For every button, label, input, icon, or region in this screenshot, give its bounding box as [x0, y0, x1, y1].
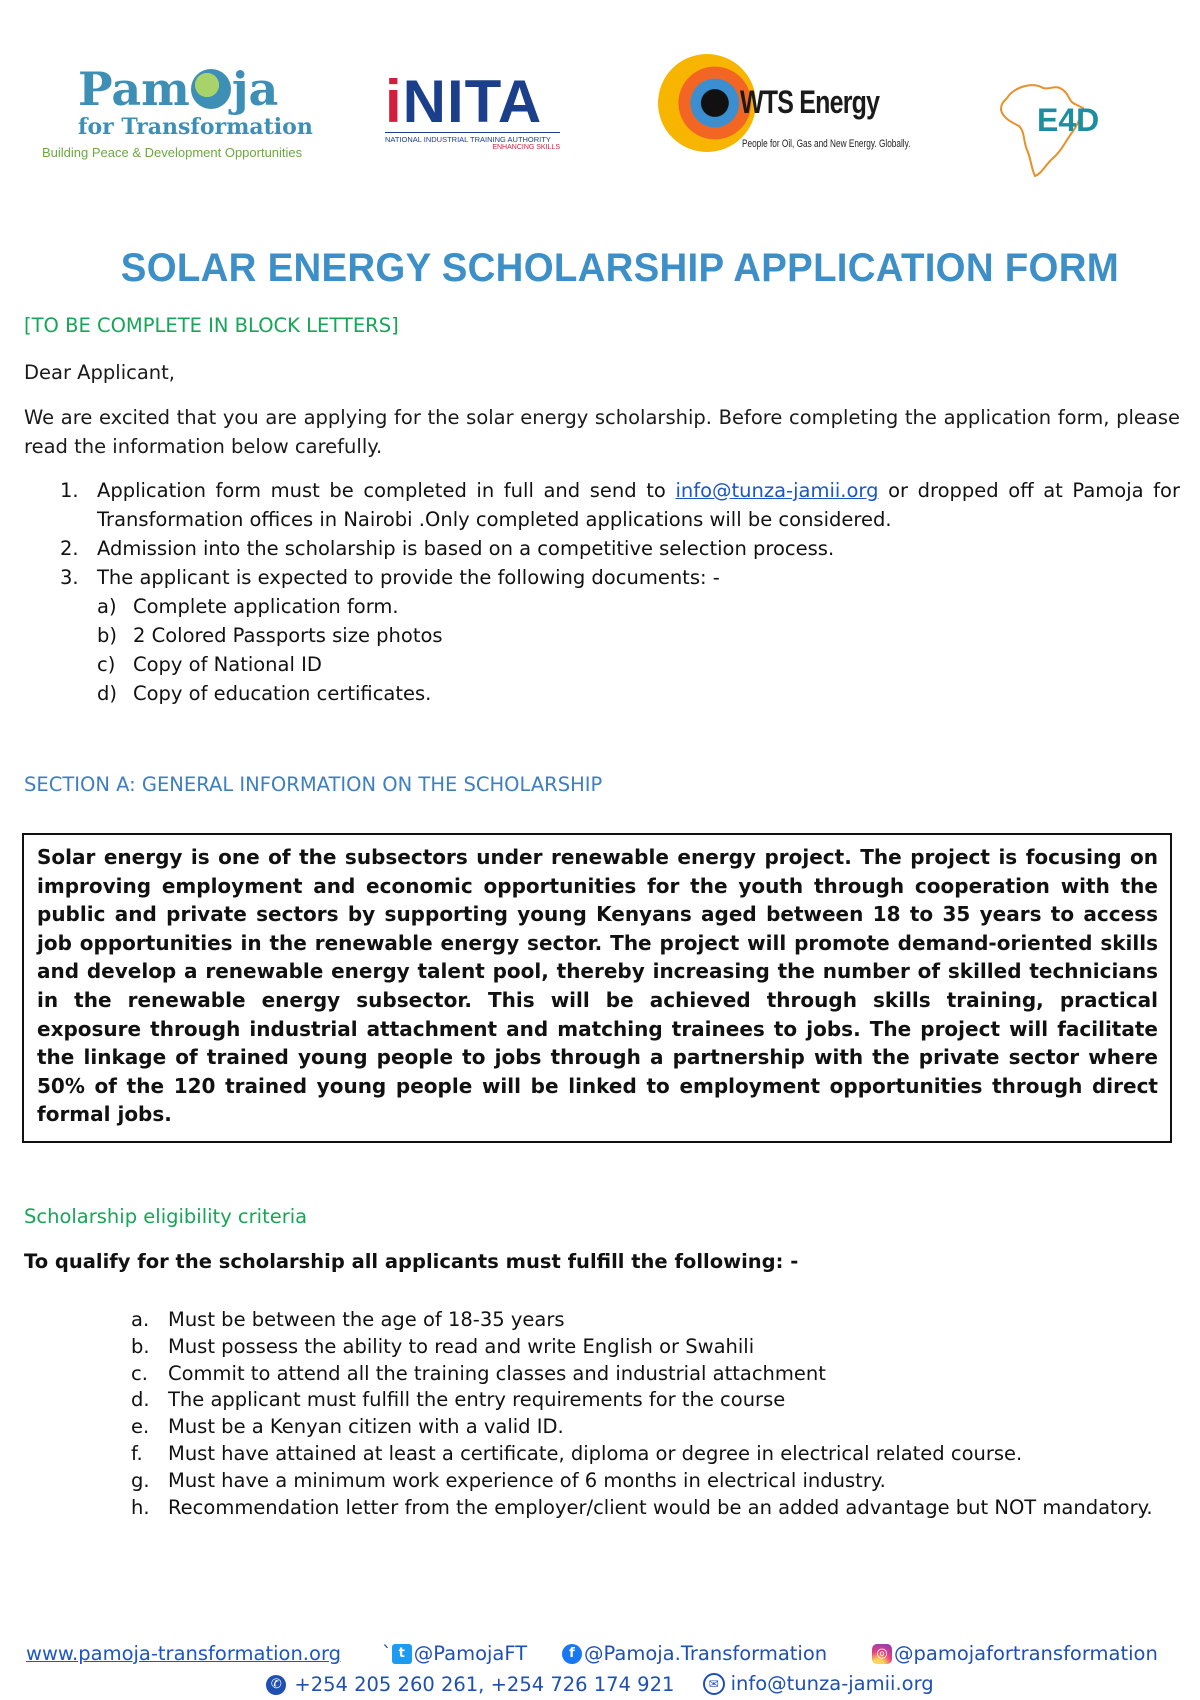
document-item: b) 2 Colored Passports size photos: [97, 624, 443, 647]
criteria-item: f. Must have attained at least a certificate, diploma or degree in electrical related course.: [131, 1441, 1023, 1465]
guideline-number: 2.: [60, 537, 79, 560]
phone-numbers: +254 205 260 261, +254 726 174 921: [294, 1673, 675, 1696]
twitter-icon: t: [392, 1644, 412, 1664]
document-item: a) Complete application form.: [97, 595, 399, 618]
criteria-item: e. Must be a Kenyan citizen with a valid ID.: [131, 1415, 564, 1439]
eligibility-criteria-list: [131, 1307, 1191, 1521]
pamoja-leaf-icon: [191, 69, 231, 109]
criteria-item: a. Must be between the age of 18-35 years: [131, 1308, 565, 1331]
guideline-item-3: 3. The applicant is expected to provide the following documents: - a) Complete application form. b) 2 Colored Passports size photos c) Copy of National ID d) Copy of education certificates.: [24, 563, 1180, 708]
instagram-handle[interactable]: @pamojafortransformation: [894, 1642, 1158, 1665]
wts-energy-logo: [658, 54, 911, 154]
nita-logo-subtitle: NATIONAL INDUSTRIAL TRAINING AUTHORITY: [385, 132, 560, 144]
wts-logo-tagline: People for Oil, Gas and New Energy. Globally.: [742, 138, 911, 150]
footer-email[interactable]: info@tunza-jamii.org: [730, 1672, 934, 1695]
document-item: d) Copy of education certificates.: [97, 682, 432, 705]
pamoja-logo-slogan: Building Peace & Development Opportunities: [42, 145, 303, 160]
page-title: SOLAR ENERGY SCHOLARSHIP APPLICATION FORM: [120, 246, 1120, 290]
footer-social-row: [26, 1642, 1186, 1670]
criteria-item: b. Must possess the ability to read and write English or Swahili: [131, 1334, 755, 1358]
footer-contact-row: [0, 1672, 1200, 1700]
guideline-number: 3.: [60, 566, 79, 589]
guideline-number: 1.: [60, 479, 79, 502]
email-link[interactable]: info@tunza-jamii.org: [675, 479, 879, 502]
nita-logo-motto: ENHANCING SKILLS: [492, 144, 560, 151]
facebook-handle[interactable]: @Pamoja.Transformation: [584, 1642, 828, 1665]
scholarship-info-box: [22, 833, 1172, 1143]
documents-list: [97, 592, 1180, 708]
website-link[interactable]: www.pamoja-transformation.org: [26, 1642, 341, 1665]
pamoja-logo-text-1: Pam: [78, 62, 190, 116]
criteria-item: c. Commit to attend all the training classes and industrial attachment: [131, 1361, 826, 1385]
document-item: c) Copy of National ID: [97, 653, 322, 676]
greeting: Dear Applicant,: [24, 361, 175, 384]
pamoja-logo: [42, 64, 342, 162]
e4d-logo-name: E4D: [1037, 102, 1100, 138]
criteria-item: d. The applicant must fulfill the entry requirements for the course: [131, 1388, 786, 1412]
facebook-icon: f: [562, 1644, 582, 1664]
instagram-icon: ◎: [872, 1644, 892, 1664]
criteria-item: g. Must have a minimum work experience of 6 months in electrical industry.: [131, 1468, 886, 1492]
nita-logo: [385, 68, 595, 182]
e4d-logo: [985, 68, 1115, 178]
twitter-handle[interactable]: @PamojaFT: [413, 1642, 528, 1665]
logo-row: [0, 50, 1200, 190]
pamoja-logo-text-2: ja: [231, 62, 279, 116]
pamoja-logo-tagline: for Transformation: [78, 114, 313, 140]
footer-backtick: `: [382, 1642, 392, 1665]
guideline-item-1: 1. Application form must be completed in full and send to info@tunza-jamii.org or dropped off at Pamoja for Transformation offices in Nairobi .Only completed applications will be considered.: [24, 476, 1180, 534]
criteria-item: h. Recommendation letter from the employer/client would be an added advantage but NOT mandatory.: [131, 1495, 1153, 1519]
scholarship-info-text: Solar energy is one of the subsectors under renewable energy project. The project is focusing on improving employment and economic opportunities for the youth through cooperation with the public and private sectors by supporting young Kenyans aged between 18 to 35 years to access job opportunities in the renewable energy sector. The project will promote demand-oriented skills and develop a renewable energy talent pool, thereby increasing the number of skilled technicians in the renewable energy subsector. This will be achieved through skills training, practical exposure through industrial attachment and matching trainees to jobs. The project will facilitate the linkage of trained young people to jobs through a partnership with the private sector where 50% of the 120 trained young people will be linked to employment opportunities through direct formal jobs.: [37, 845, 1158, 1127]
intro-paragraph: We are excited that you are applying for the solar energy scholarship. Before completing the application form, please read the information below carefully.: [24, 406, 1180, 458]
block-letters-instruction: [TO BE COMPLETE IN BLOCK LETTERS]: [24, 314, 399, 337]
nita-logo-prefix: i: [385, 68, 403, 135]
guidelines-list: [24, 476, 1180, 708]
section-a-heading: SECTION A: GENERAL INFORMATION ON THE SCHOLARSHIP: [24, 773, 603, 796]
phone-icon: ✆: [266, 1675, 286, 1695]
nita-logo-name: NITA: [402, 68, 543, 135]
eligibility-heading: Scholarship eligibility criteria: [24, 1205, 308, 1228]
guideline-item-2: 2. Admission into the scholarship is based on a competitive selection process.: [24, 534, 1180, 563]
wts-logo-name: WTS Energy: [740, 84, 880, 120]
email-icon: ✉: [703, 1673, 725, 1695]
eligibility-lead: To qualify for the scholarship all applicants must fulfill the following: -: [24, 1250, 799, 1273]
